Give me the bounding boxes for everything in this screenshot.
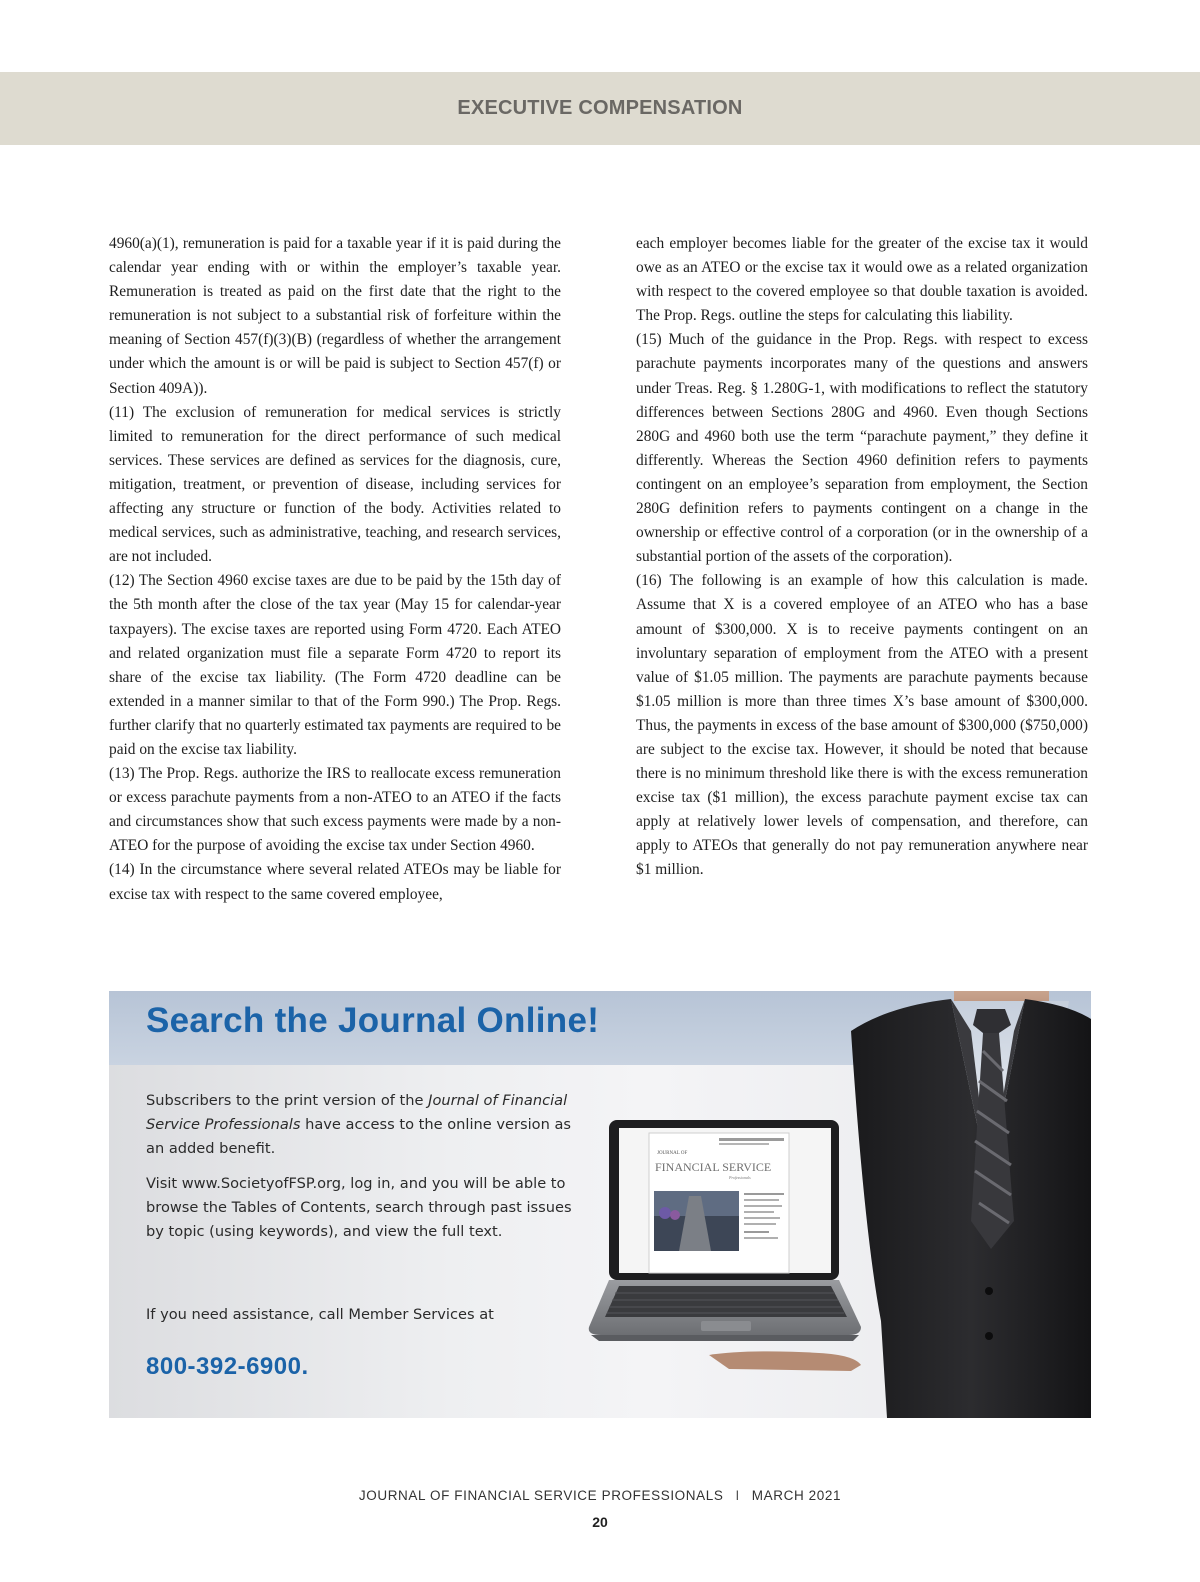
screen-masthead-main: FINANCIAL SERVICE xyxy=(655,1160,772,1174)
footer-separator: I xyxy=(735,1488,740,1503)
paragraph: (16) The following is an example of how this calculation is made. Assume that X is a covered employee of an ATEO who has a base amount of $300,000. X is to receive payments contingent on an involuntary separation of employment from the ATEO with a present value of $1.05 million. The payments are parachute payments because $1.05 million is more than three times X’s base amount of $300,000. Thus, the payments in excess of the base amount of $300,000 ($750,000) are subject to the excise tax. However, it should be noted that because there is no minimum threshold like there is with the excess remuneration excise tax ($1 million), the excess parachute payment excise tax can apply at relatively lower levels of compensation, and therefore, can apply to ATEOs that generally do not pay remuneration anywhere near $1 million. xyxy=(636,572,1088,879)
ad-paragraph-visit: Visit www.SocietyofFSP.org, log in, and you will be able to browse the Tables of Contents, search through past issues by topic (using keywords), and view the full text. xyxy=(146,1175,572,1240)
paragraph: (13) The Prop. Regs. authorize the IRS to reallocate excess remuneration or excess parachute payments from a non-ATEO to an ATEO if the facts and circumstances show that such excess payments were made by a non-ATEO for the purpose of avoiding the excise tax under Section 4960. xyxy=(109,765,561,855)
journal-online-advertisement xyxy=(109,991,1091,1418)
ad-title: Search the Journal Online! xyxy=(146,1001,600,1040)
page-number: 20 xyxy=(592,1514,608,1530)
screen-masthead-top: JOURNAL OF xyxy=(657,1151,688,1156)
paragraph: (12) The Section 4960 excise taxes are due to be paid by the 15th day of the 5th month after the close of the tax year (May 15 for calendar-year taxpayers). The excise taxes are reported using Form 4720. Each ATEO and related organization must file a separate Form 4720 to report its share of the excise tax liability. (The Form 4720 deadline can be extended in a manner similar to that of the Form 990.) The Prop. Regs. further clarify that no quarterly estimated tax payments are required to be paid on the excise tax liability. xyxy=(109,572,561,758)
paragraph: (14) In the circumstance where several related ATEOs may be liable for excise tax with respect to the same covered employee, xyxy=(109,861,561,903)
ad-paragraph-text: Subscribers to the print version of the xyxy=(146,1092,429,1109)
paragraph: 4960(a)(1), remuneration is paid for a taxable year if it is paid during the calendar year ending with or within the employer’s taxable year. Remuneration is treated as paid on the first date that the right to the remuneration is not subject to a substantial risk of forfeiture within the meaning of Section 457(f)(3)(B) (regardless of whether the arrangement under which the amount is or will be paid is subject to Section 457(f) or Section 409A)). xyxy=(109,235,561,397)
section-title: EXECUTIVE COMPENSATION xyxy=(457,97,743,119)
paragraph: (15) Much of the guidance in the Prop. Regs. with respect to excess parachute payments incorporates many of the questions and answers under Treas. Reg. § 1.280G-1, with modifications to reflect the statutory differences between Sections 280G and 4960. Even though Sections 280G and 4960 both use the term “parachute payment,” they define it differently. Whereas the Section 4960 definition refers to payments contingent on an employee’s separation from employment, the Section 280G definition refers to payments contingent on a change in the ownership or effective control of a corporation (or in the ownership of a substantial portion of the assets of the corporation). xyxy=(636,331,1088,566)
article-left-column xyxy=(109,232,561,907)
ad-paragraph-text: have access to the online version as an added benefit. xyxy=(146,1116,572,1157)
section-header-band xyxy=(0,72,1200,145)
journal-name: Journal of Financial Service Professionals xyxy=(146,1092,568,1133)
page-footer xyxy=(0,1488,1200,1503)
ad-paragraph-subscribers xyxy=(146,1089,576,1161)
paragraph: each employer becomes liable for the greater of the excise tax it would owe as an ATEO or the excise tax it would owe as a related organization with respect to the covered employee so that double taxation is avoided. The Prop. Regs. outline the steps for calculating this liability. xyxy=(636,235,1088,325)
issue-date: MARCH 2021 xyxy=(751,1488,842,1503)
article-right-column xyxy=(636,232,1088,883)
paragraph: (11) The exclusion of remuneration for medical services is strictly limited to remuneration for the direct performance of such medical services. These services are defined as services for the diagnosis, cure, mitigation, treatment, or prevention of disease, including services for affecting any structure or function of the body. Activities related to medical services, such as administrative, teaching, and research services, are not included. xyxy=(109,403,561,566)
member-services-phone: 800-392-6900. xyxy=(146,1353,309,1380)
screen-masthead-sub: Professionals xyxy=(729,1175,751,1180)
journal-title: JOURNAL OF FINANCIAL SERVICE PROFESSIONALS xyxy=(358,1488,724,1503)
ad-paragraph-assistance: If you need assistance, call Member Services at xyxy=(146,1306,494,1323)
